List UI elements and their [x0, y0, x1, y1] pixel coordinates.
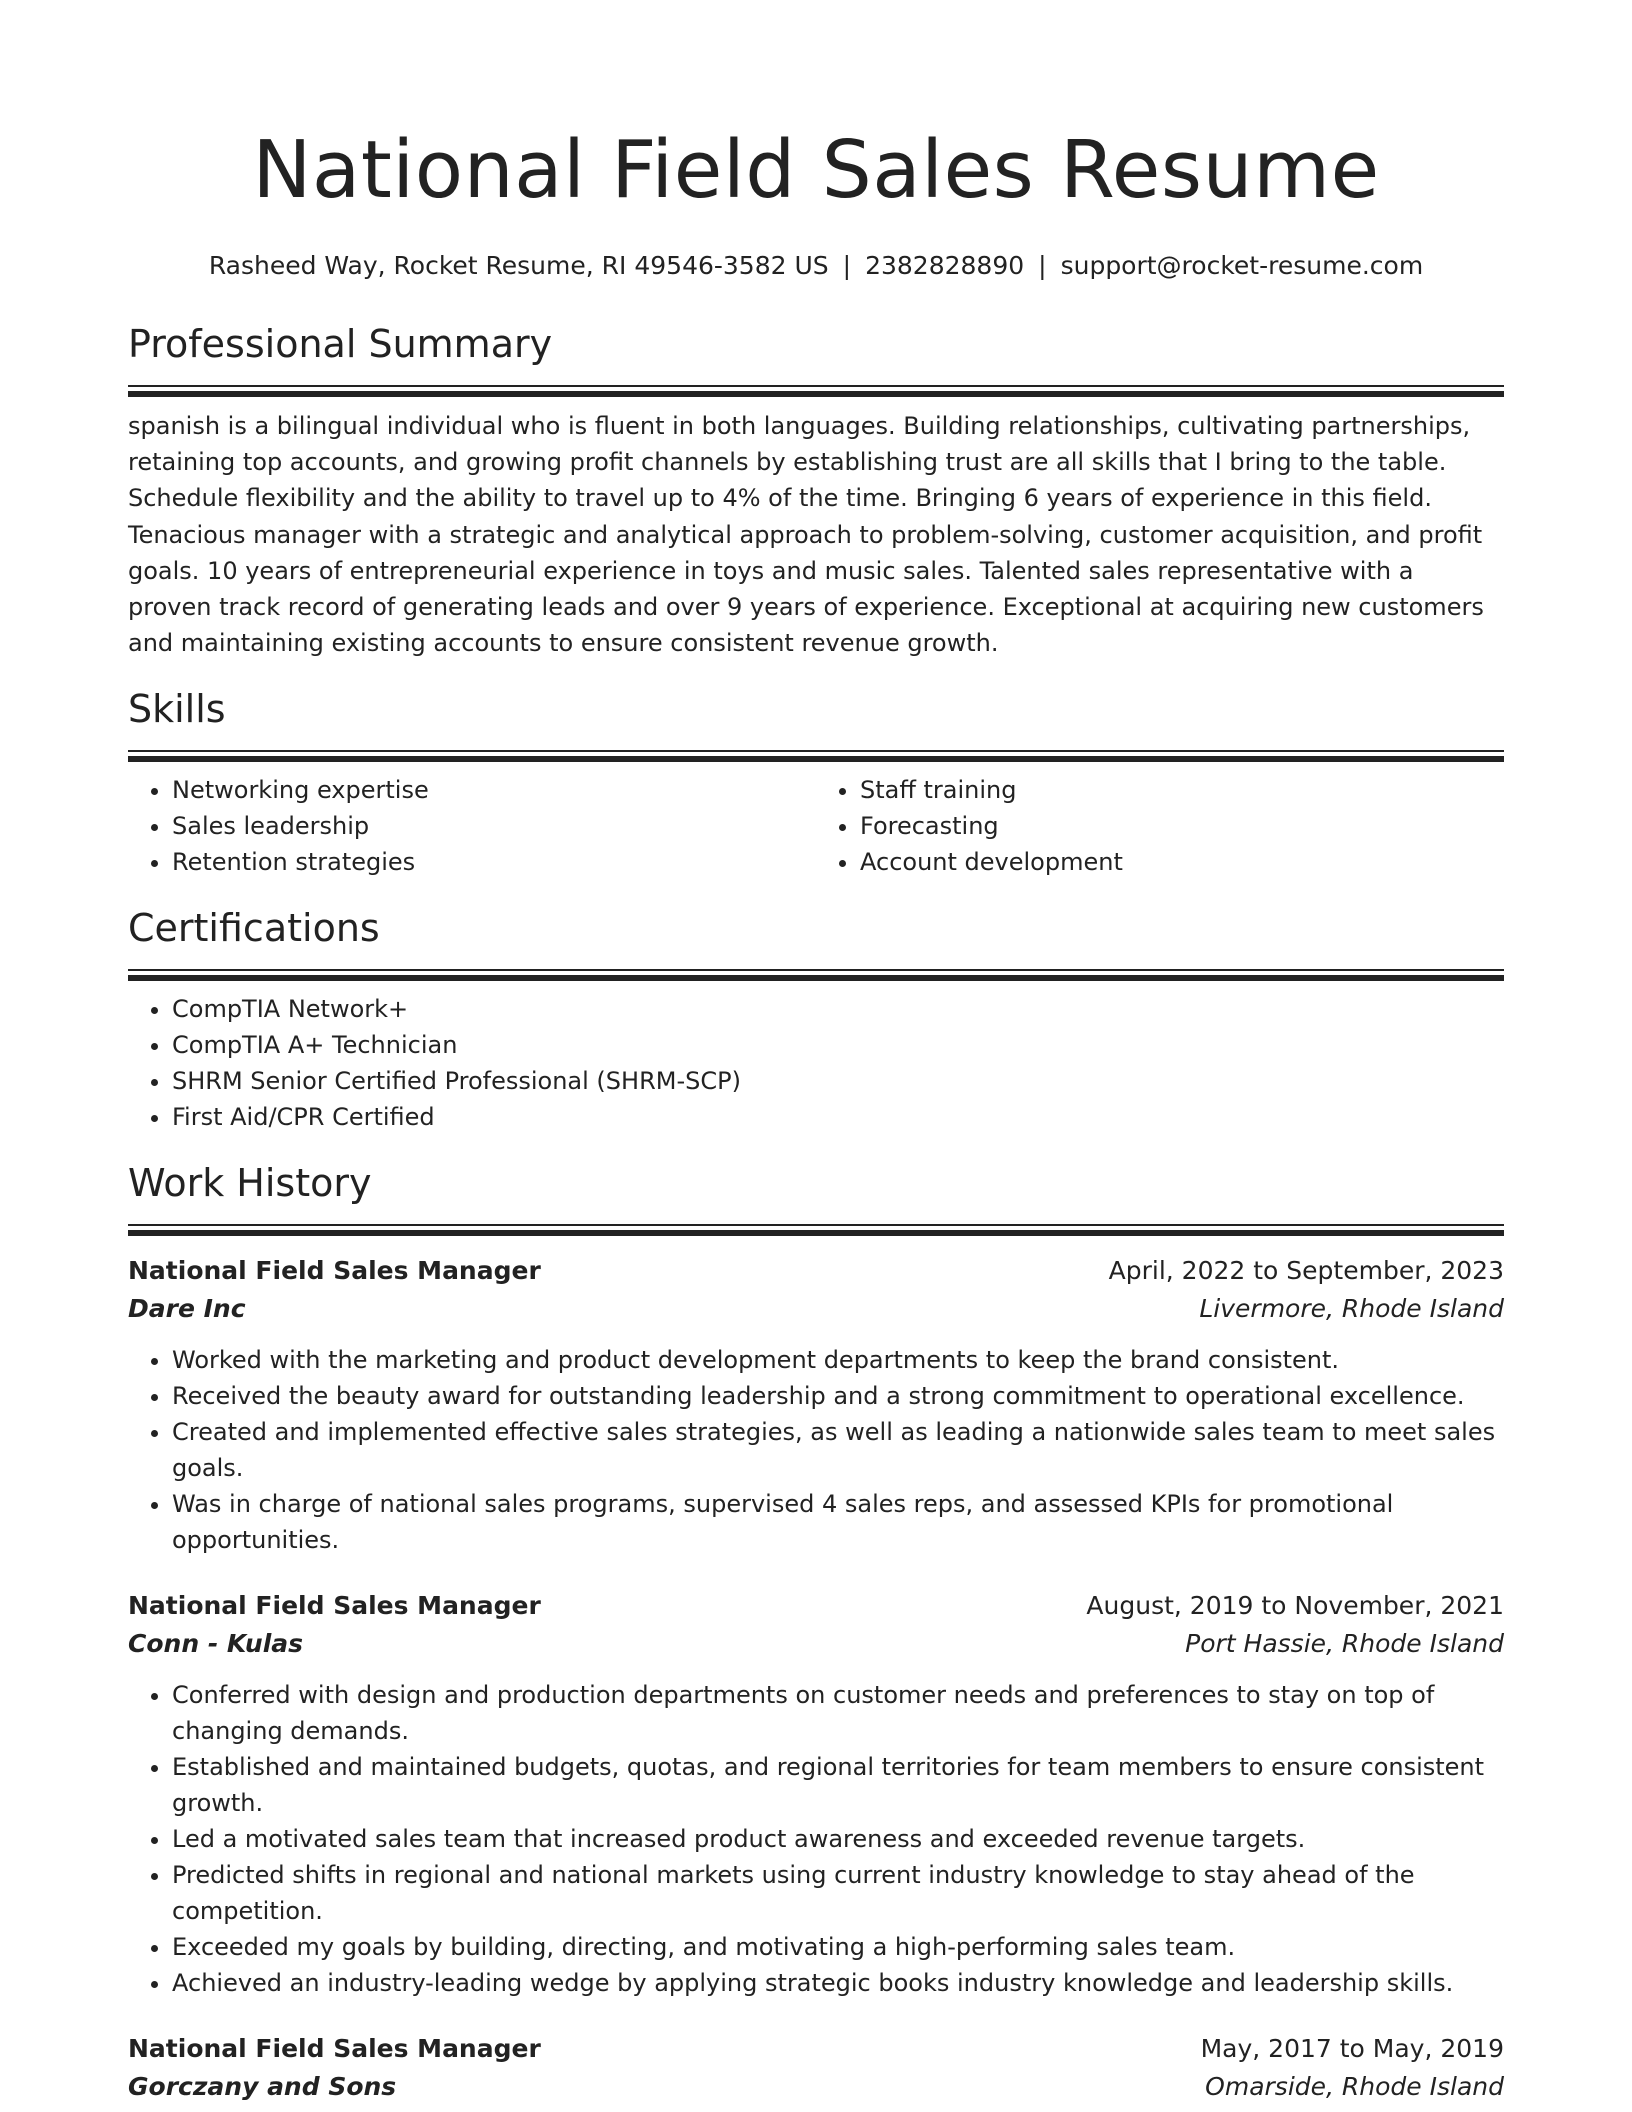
job-title: National Field Sales Manager	[128, 2034, 541, 2064]
work-history-section	[128, 1158, 1504, 2106]
certification-item: • First Aid/CPR Certified	[172, 1099, 1504, 1135]
job-entry	[128, 1252, 1504, 1558]
contact-address: Rasheed Way, Rocket Resume, RI 49546-3582 US	[208, 251, 829, 280]
skill-item: • Forecasting	[860, 808, 1504, 844]
certifications-section	[128, 903, 1504, 1135]
job-title: National Field Sales Manager	[128, 1591, 541, 1621]
job-bullet: • Exceeded my goals by building, directing, and motivating a high-performing sales team.	[172, 1929, 1504, 1965]
section-title-certifications: Certifications	[128, 906, 380, 951]
section-title-work-history: Work History	[128, 1161, 372, 1206]
contact-phone: 2382828890	[865, 251, 1025, 280]
certification-item: • CompTIA Network+	[172, 991, 1504, 1027]
job-bullet: • Conferred with design and production departments on customer needs and preferences to stay on top of changing demands.	[172, 1677, 1504, 1749]
job-dates: May, 2017 to May, 2019	[1200, 2034, 1504, 2064]
section-divider	[128, 750, 1504, 762]
job-dates: August, 2019 to November, 2021	[1086, 1591, 1504, 1621]
job-bullet: • Achieved an industry-leading wedge by applying strategic books industry knowledge and leadership skills.	[172, 1965, 1504, 2001]
summary-text: spanish is a bilingual individual who is fluent in both languages. Building relationships, cultivating partnerships, retaining top accounts, and growing profit channels by establishing trust are all skills that I bring to the table. Schedule flexibility and the ability to travel up to 4% of the time. Bringing 6 years of experience in this field. Tenacious manager with a strategic and analytical approach to problem-solving, customer acquisition, and profit goals. 10 years of entrepreneurial experience in toys and music sales. Talented sales representative with a proven track record of generating leads and over 9 years of experience. Exceptional at acquiring new customers and maintaining existing accounts to ensure consistent revenue growth.	[128, 412, 1484, 658]
job-bullet: • Received the beauty award for outstanding leadership and a strong commitment to operational excellence.	[172, 1378, 1504, 1414]
job-location: Livermore, Rhode Island	[1199, 1294, 1504, 1324]
contact-separator: |	[1038, 251, 1047, 280]
section-divider	[128, 969, 1504, 981]
job-title: National Field Sales Manager	[128, 1256, 541, 1286]
skills-list-left	[128, 772, 816, 880]
skill-item: • Staff training	[860, 772, 1504, 808]
skill-item: • Networking expertise	[172, 772, 816, 808]
contact-separator: |	[842, 251, 852, 280]
summary-section	[128, 319, 1504, 661]
contact-email: support@rocket-resume.com	[1060, 251, 1424, 280]
job-entry	[128, 2030, 1504, 2106]
job-location: Port Hassie, Rhode Island	[1185, 1629, 1504, 1659]
section-title-summary: Professional Summary	[128, 322, 553, 366]
section-divider	[128, 1224, 1504, 1236]
job-header	[128, 1252, 1504, 1290]
job-bullet: • Led a motivated sales team that increased product awareness and exceeded revenue targets.	[172, 1821, 1504, 1857]
job-location: Omarside, Rhode Island	[1205, 2072, 1504, 2102]
resume-title: National Field Sales Resume	[252, 124, 1380, 216]
job-subheader	[128, 2068, 1504, 2106]
job-bullet: • Created and implemented effective sales strategies, as well as leading a nationwide sales team to meet sales goals.	[172, 1414, 1504, 1486]
job-company: Dare Inc	[128, 1294, 246, 1324]
certifications-list	[128, 991, 1504, 1135]
skill-item: • Sales leadership	[172, 808, 816, 844]
job-subheader	[128, 1290, 1504, 1328]
job-bullet: • Established and maintained budgets, quotas, and regional territories for team members to ensure consistent growth.	[172, 1749, 1504, 1821]
job-header	[128, 1587, 1504, 1625]
skills-list-right	[816, 772, 1504, 880]
skill-item: • Retention strategies	[172, 844, 816, 880]
job-bullet: • Worked with the marketing and product development departments to keep the brand consistent.	[172, 1342, 1504, 1378]
job-company: Gorczany and Sons	[128, 2072, 397, 2102]
skills-section	[128, 684, 1504, 880]
job-bullet: • Predicted shifts in regional and national markets using current industry knowledge to stay ahead of the competition.	[172, 1857, 1504, 1929]
job-subheader	[128, 1625, 1504, 1663]
section-title-skills: Skills	[128, 687, 226, 732]
certification-item: • CompTIA A+ Technician	[172, 1027, 1504, 1063]
job-bullet: • Was in charge of national sales programs, supervised 4 sales reps, and assessed KPIs for promotional opportunities.	[172, 1486, 1504, 1558]
certification-item: • SHRM Senior Certified Professional (SHRM-SCP)	[172, 1063, 1504, 1099]
job-company: Conn - Kulas	[128, 1629, 304, 1659]
section-divider	[128, 385, 1504, 397]
job-entry	[128, 1587, 1504, 2001]
job-dates: April, 2022 to September, 2023	[1108, 1256, 1504, 1286]
job-bullets	[128, 1677, 1504, 2001]
skill-item: • Account development	[860, 844, 1504, 880]
contact-line	[128, 249, 1504, 283]
job-bullets	[128, 1342, 1504, 1558]
job-header	[128, 2030, 1504, 2068]
skills-columns	[128, 772, 1504, 880]
